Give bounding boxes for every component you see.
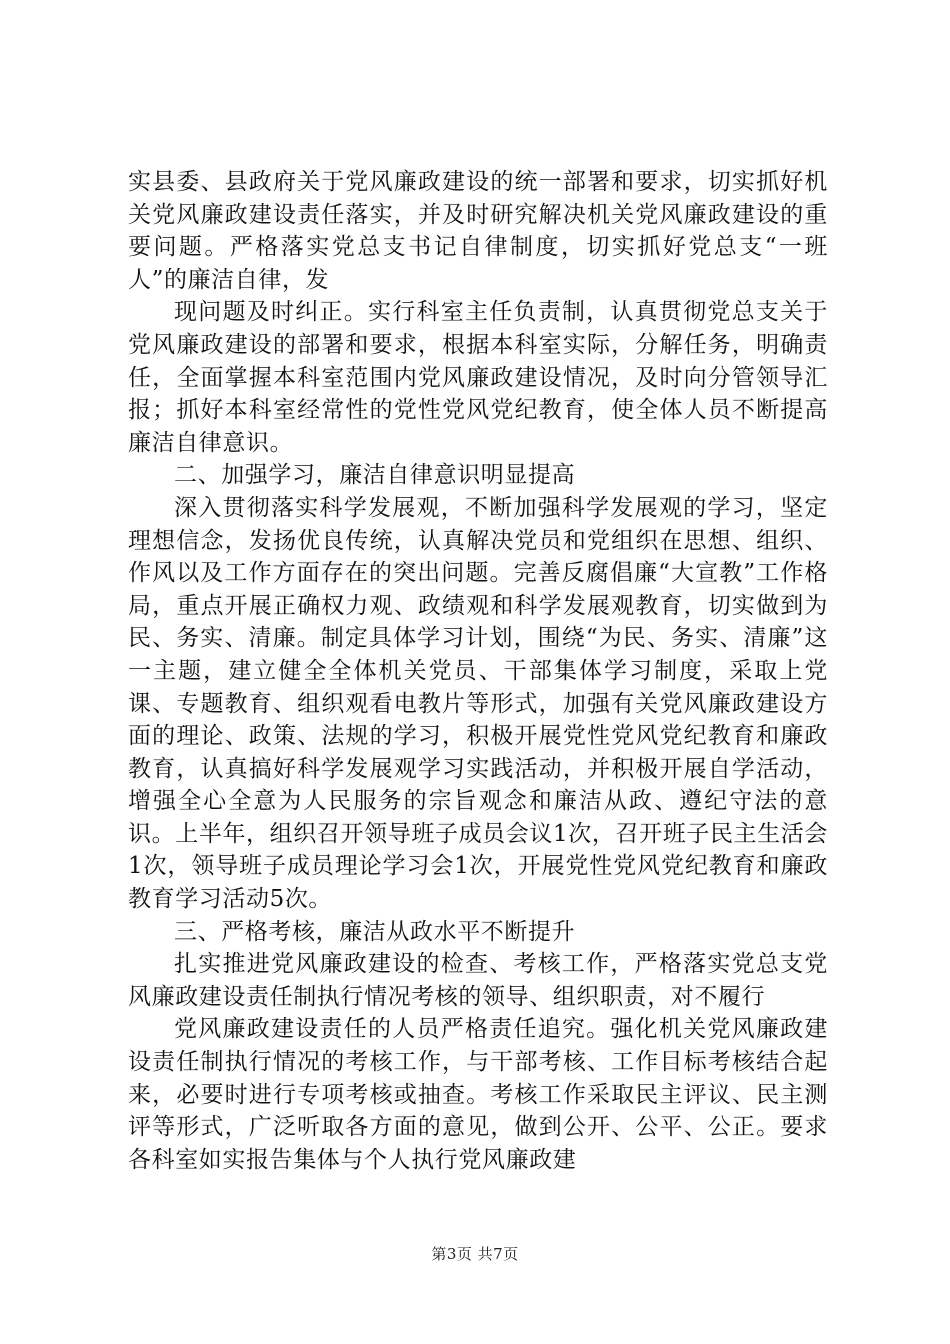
document-body <box>128 166 828 1176</box>
page-number-footer: 第3页 共7页 <box>431 1245 519 1263</box>
section-heading-2: 二、加强学习，廉洁自律意识明显提高 <box>174 462 576 489</box>
paragraph-5: 党风廉政建设责任的人员严格责任追究。强化机关党风廉政建设责任制执行情况的考核工作，与干部考核、工作目标考核结合起来，必要时进行专项考核或抽查。考核工作采取民主评议、民主测评等形式，广泛听取各方面的意见，做到公开、公平、公正。要求各科室如实报告集体与个人执行党风廉政建 <box>128 1016 828 1173</box>
paragraph-3: 深入贯彻落实科学发展观，不断加强科学发展观的学习，坚定理想信念，发扬优良传统，认真解决党员和党组织在思想、组织、作风以及工作方面存在的突出问题。完善反腐倡廉“大宣教”工作格局，重点开展正确权力观、政绩观和科学发展观教育，切实做到为民、务实、清廉。制定具体学习计划，围绕“为民、务实、清廉”这一主题，建立健全全体机关党员、干部集体学习制度，采取上党课、专题教育、组织观看电教片等形式，加强有关党风廉政建设方面的理论、政策、法规的学习，积极开展党性党风党纪教育和廉政教育，认真搞好科学发展观学习实践活动，并积极开展自学活动，增强全心全意为人民服务的宗旨观念和廉洁从政、遵纪守法的意识。上半年，组织召开领导班子成员会议1次，召开班子民主生活会1次，领导班子成员理论学习会1次，开展党性党风党纪教育和廉政教育学习活动5次。 <box>128 494 828 913</box>
paragraph-4: 扎实推进党风廉政建设的检查、考核工作，严格落实党总支党风廉政建设责任制执行情况考核的领导、组织职责，对不履行 <box>128 951 828 1010</box>
section-heading-3: 三、严格考核，廉洁从政水平不断提升 <box>174 918 576 945</box>
paragraph-2: 现问题及时纠正。实行科室主任负责制，认真贯彻党总支关于党风廉政建设的部署和要求，根据本科室实际，分解任务，明确责任，全面掌握本科室范围内党风廉政建设情况，及时向分管领导汇报；抓好本科室经常性的党性党风党纪教育，使全体人员不断提高廉洁自律意识。 <box>128 299 828 456</box>
paragraph-1: 实县委、县政府关于党风廉政建设的统一部署和要求，切实抓好机关党风廉政建设责任落实，并及时研究解决机关党风廉政建设的重要问题。严格落实党总支书记自律制度，切实抓好党总支“一班人”的廉洁自律，发 <box>128 169 828 293</box>
